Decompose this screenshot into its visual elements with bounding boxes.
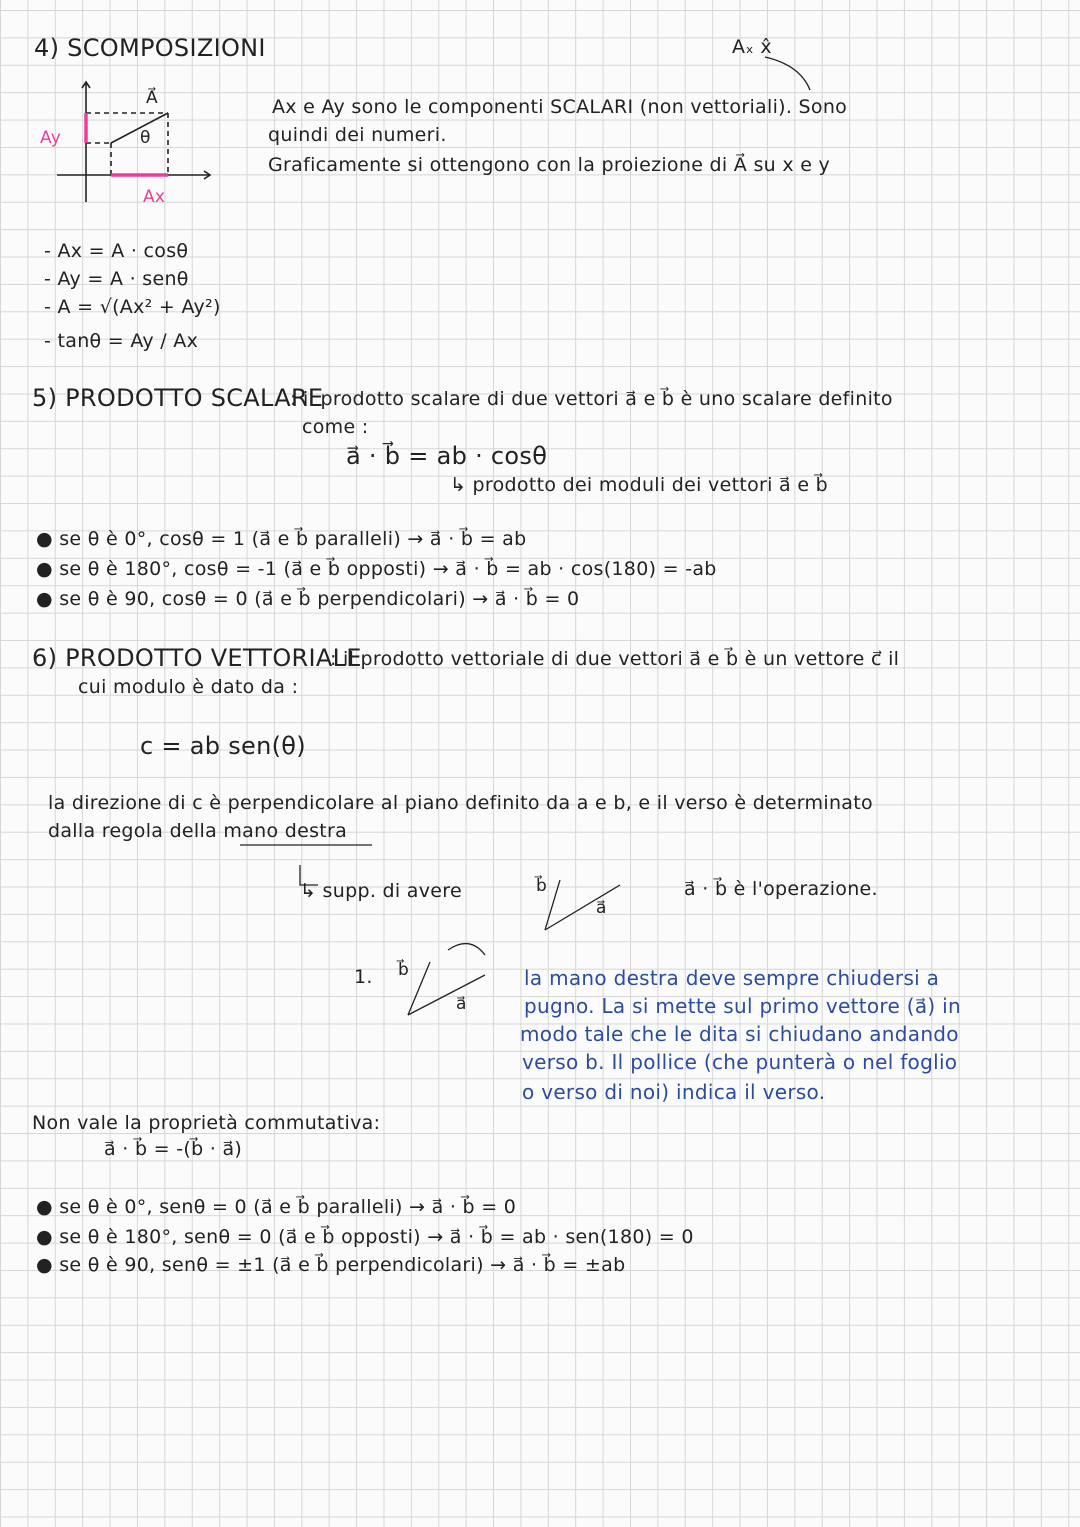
non-commutative-formula: a⃗ · b⃗ = -(b⃗ · a⃗) xyxy=(104,1138,243,1160)
s5-note: ↳ prodotto dei moduli dei vettori a⃗ e b⃗ xyxy=(450,474,829,496)
hand-rule-line: o verso di noi) indica il verso. xyxy=(522,1080,826,1104)
note-ax-hat: Aₓ x̂ xyxy=(732,36,772,58)
s6-case: ● se θ è 180°, senθ = 0 (a⃗ e b⃗ opposti) → a⃗ · b⃗ = ab · sen(180) = 0 xyxy=(36,1226,694,1248)
non-commutative-note: Non vale la proprietà commutativa: xyxy=(32,1112,381,1134)
section-5-title: 5) PRODOTTO SCALARE xyxy=(32,384,324,412)
s5-case: ● se θ è 0°, cosθ = 1 (a⃗ e b⃗ paralleli) → a⃗ · b⃗ = ab xyxy=(36,528,527,550)
s5-come: come : xyxy=(302,416,369,438)
s4-text-line: Graficamente si ottengono con la proiezione di A⃗ su x e y xyxy=(268,154,831,176)
case-text: se θ è 90, senθ = ±1 (a⃗ e b⃗ perpendicolari) → a⃗ · b⃗ = ±ab xyxy=(59,1254,626,1276)
step-number: 1. xyxy=(354,966,373,988)
vector-a-label: a⃗ xyxy=(456,994,467,1014)
s6-formula: c = ab sen(θ) xyxy=(140,732,306,760)
case-text: se θ è 180°, senθ = 0 (a⃗ e b⃗ opposti) → a⃗ · b⃗ = ab · sen(180) = 0 xyxy=(59,1226,694,1248)
diagram-ax-label: Ax xyxy=(143,187,166,207)
hand-rule-line: pugno. La si mette sul primo vettore (a⃗) in xyxy=(524,994,961,1018)
case-text: se θ è 180°, cosθ = -1 (a⃗ e b⃗ opposti) → a⃗ · b⃗ = ab · cos(180) = -ab xyxy=(59,558,717,580)
section-4-title: 4) SCOMPOSIZIONI xyxy=(34,34,266,62)
diagram-theta-label: θ xyxy=(140,128,151,148)
formula: - tanθ = Ay / Ax xyxy=(44,330,199,352)
hand-rule-line: verso b. Il pollice (che punterà o nel foglio xyxy=(522,1050,958,1074)
s6-operation: a⃗ · b⃗ è l'operazione. xyxy=(684,878,878,900)
formula: - Ax = A · cosθ xyxy=(44,240,189,262)
case-text: se θ è 90, cosθ = 0 (a⃗ e b⃗ perpendicolari) → a⃗ · b⃗ = 0 xyxy=(59,588,580,610)
hand-rule-line: modo tale che le dita si chiudano andando xyxy=(520,1022,959,1046)
vector-b-label: b⃗ xyxy=(398,960,410,980)
s5-case: ● se θ è 180°, cosθ = -1 (a⃗ e b⃗ opposti) → a⃗ · b⃗ = ab · cos(180) = -ab xyxy=(36,558,717,580)
section-6-title: 6) PRODOTTO VETTORIALE xyxy=(32,644,362,672)
s6-definition-2: cui modulo è dato da : xyxy=(78,676,299,698)
s6-supp: ↳ supp. di avere xyxy=(300,880,462,902)
s6-definition: : il prodotto vettoriale di due vettori a⃗ e b⃗ è un vettore c⃗ il xyxy=(330,648,900,670)
s6-direction-2: dalla regola della mano destra xyxy=(48,820,348,842)
s5-definition: : il prodotto scalare di due vettori a⃗ e b⃗ è uno scalare definito xyxy=(290,388,893,410)
formula: - A = √(Ax² + Ay²) xyxy=(44,296,221,318)
s5-case: ● se θ è 90, cosθ = 0 (a⃗ e b⃗ perpendicolari) → a⃗ · b⃗ = 0 xyxy=(36,588,580,610)
diagram-ay-label: Ay xyxy=(40,128,62,148)
formula: - Ay = A · senθ xyxy=(44,268,189,290)
s6-case: ● se θ è 0°, senθ = 0 (a⃗ e b⃗ paralleli) → a⃗ · b⃗ = 0 xyxy=(36,1196,517,1218)
vector-b-label: b⃗ xyxy=(536,876,548,896)
s4-text-line: quindi dei numeri. xyxy=(268,124,447,146)
s6-direction: la direzione di c è perpendicolare al piano definito da a e b, e il verso è determinato xyxy=(48,792,873,814)
hand-rule-line: la mano destra deve sempre chiudersi a xyxy=(524,966,940,990)
diagram-vector-label: A⃗ xyxy=(146,88,158,108)
s6-case: ● se θ è 90, senθ = ±1 (a⃗ e b⃗ perpendicolari) → a⃗ · b⃗ = ±ab xyxy=(36,1254,626,1276)
s5-formula: a⃗ · b⃗ = ab · cosθ xyxy=(346,442,548,470)
case-text: se θ è 0°, senθ = 0 (a⃗ e b⃗ paralleli) → a⃗ · b⃗ = 0 xyxy=(59,1196,517,1218)
s4-text-line: Ax e Ay sono le componenti SCALARI (non vettoriali). Sono xyxy=(272,96,848,118)
case-text: se θ è 0°, cosθ = 1 (a⃗ e b⃗ paralleli) → a⃗ · b⃗ = ab xyxy=(59,528,527,550)
vector-a-label: a⃗ xyxy=(596,898,607,918)
